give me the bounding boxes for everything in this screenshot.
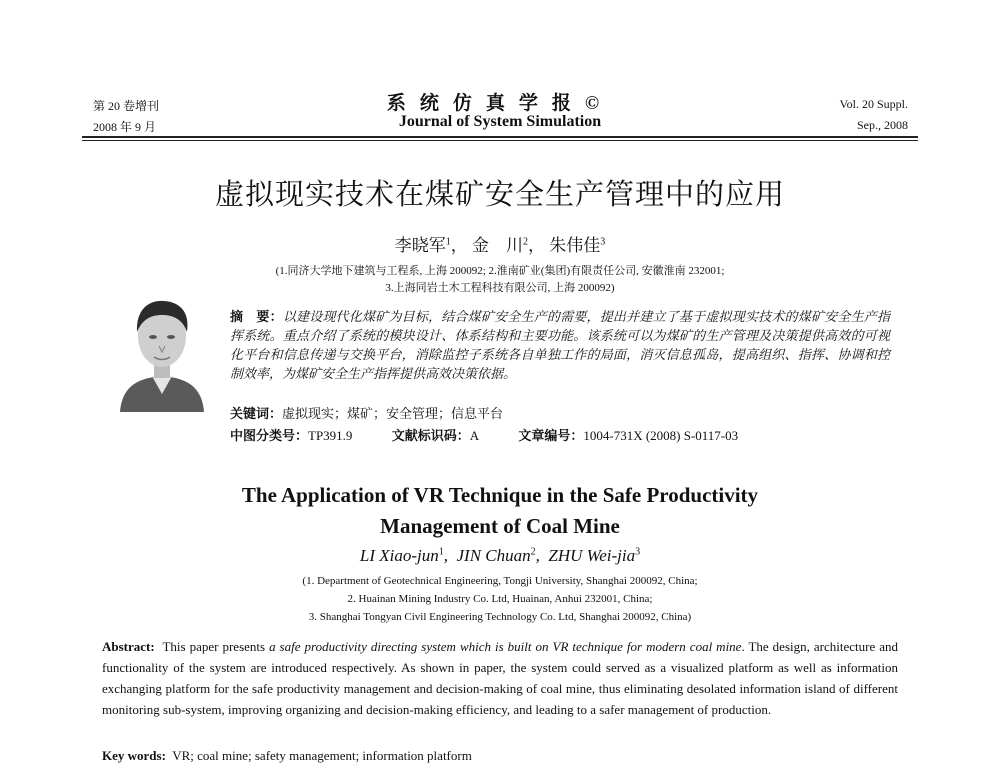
keywords-label-en: Key words: bbox=[102, 748, 166, 763]
volume-cn: 第 20 卷增刊 bbox=[93, 99, 160, 113]
header-rule-thin bbox=[82, 140, 918, 141]
author-affiliation-mark: 3 bbox=[635, 546, 641, 558]
affiliation-line-en: 3. Shanghai Tongyan Civil Engineering Technology Co. Ltd, Shanghai 200092, China) bbox=[308, 611, 692, 623]
affiliation-line-cn: 3.上海同岩土木工程科技有限公司, 上海 200092) bbox=[385, 282, 615, 294]
abstract-text-en-emphasis: a safe productivity directing system which is built on VR technique for modern coal mine bbox=[269, 639, 742, 654]
abstract-label-cn: 摘 要： bbox=[230, 309, 283, 324]
journal-title-en: Journal of System Simulation bbox=[398, 113, 602, 130]
keywords-en bbox=[102, 748, 472, 764]
author-list-cn: 李晓军$^1$， 金 川$^2$， 朱伟佳$^3$ bbox=[394, 236, 606, 255]
author-name: LI Xiao-jun bbox=[359, 546, 439, 565]
keywords-text-cn: 虚拟现实；煤矿；安全管理；信息平台 bbox=[282, 406, 504, 421]
article-number-label: 文章编号： bbox=[518, 428, 584, 443]
abstract-text-en-rest: . The design, architecture and functionality of the system are introduced respectively. As shown in paper, the system could served as a visualized platform as well as information exchanging platform for the safe productivity management and decision-making of coal mine, thus eliminating desolated information island of different monitoring sub-system, improving organizing and decision-making efficiency, and leading to a safer management of production. bbox=[102, 639, 898, 717]
abstract-label-en: Abstract: bbox=[102, 639, 155, 654]
paper-title-en bbox=[0, 480, 1000, 542]
clc-label: 中图分类号： bbox=[230, 428, 309, 443]
journal-title-cn: 系统仿真学报© bbox=[386, 93, 614, 114]
author-affiliation-mark: 2 bbox=[530, 546, 536, 558]
affiliation-line-en: (1. Department of Geotechnical Engineering, Tongji University, Shanghai 200092, China; bbox=[302, 575, 698, 587]
abstract-cn bbox=[230, 307, 890, 383]
abstract-text-en-start: This paper presents bbox=[162, 639, 270, 654]
date-en: Sep., 2008 bbox=[857, 118, 908, 132]
keywords-cn bbox=[230, 403, 503, 422]
keywords-label-cn: 关键词： bbox=[230, 406, 283, 421]
author-affiliation-mark: 3 bbox=[600, 236, 606, 248]
author-name: ZHU Wei-jia bbox=[548, 546, 636, 565]
doc-code-label: 文献标识码： bbox=[391, 428, 470, 443]
author-affiliation-mark: 1 bbox=[438, 546, 444, 558]
author-affiliation-mark: 2 bbox=[523, 236, 528, 248]
author-photo bbox=[112, 282, 212, 412]
paper-title-cn: 虚拟现实技术在煤矿安全生产管理中的应用 bbox=[214, 179, 785, 211]
volume-en: Vol. 20 Suppl. bbox=[839, 97, 908, 111]
article-number: 1004-731X (2008) S-0117-03 bbox=[583, 428, 739, 443]
author-name: JIN Chuan bbox=[456, 546, 531, 565]
date-cn: 2008 年 9 月 bbox=[93, 120, 157, 134]
author-name: 金 川 bbox=[472, 236, 523, 255]
author-list-en: LI Xiao-jun$^1$, JIN Chuan$^2$, ZHU Wei-jia$^3$ bbox=[359, 546, 641, 565]
classification-cn bbox=[230, 425, 910, 444]
affiliation-line-en: 2. Huainan Mining Industry Co. Ltd, Huainan, Anhui 232001, China; bbox=[347, 593, 653, 605]
author-affiliation-mark: 1 bbox=[445, 236, 451, 248]
paper-title-en-line: The Application of VR Technique in the Safe Productivity bbox=[241, 483, 759, 507]
clc-number: TP391.9 bbox=[308, 428, 353, 443]
abstract-text-cn: 以建设现代化煤矿为目标，结合煤矿安全生产的需要，提出并建立了基于虚拟现实技术的煤矿安全生产指挥系统。重点介绍了系统的模块设计、体系结构和主要功能。该系统可以为煤矿的生产管理及决策提供高效的可视化平台和信息传递与交换平台，消除监控子系统各自单独工作的局面，消灭信息孤岛，提高组织、指挥、协调和控制效率，为煤矿安全生产指挥提供高效决策依据。 bbox=[230, 309, 890, 381]
affiliation-line-cn: (1.同济大学地下建筑与工程系, 上海 200092; 2.淮南矿业(集团)有限责任公司, 安徽淮南 232001; bbox=[275, 265, 725, 277]
header-rule bbox=[82, 136, 918, 138]
keywords-text-en: VR; coal mine; safety management; information platform bbox=[172, 748, 472, 763]
author-name: 李晓军 bbox=[394, 236, 446, 255]
doc-code: A bbox=[469, 428, 480, 443]
author-name: 朱伟佳 bbox=[549, 236, 601, 255]
paper-title-en-line: Management of Coal Mine bbox=[380, 514, 620, 538]
abstract-en bbox=[102, 636, 898, 720]
